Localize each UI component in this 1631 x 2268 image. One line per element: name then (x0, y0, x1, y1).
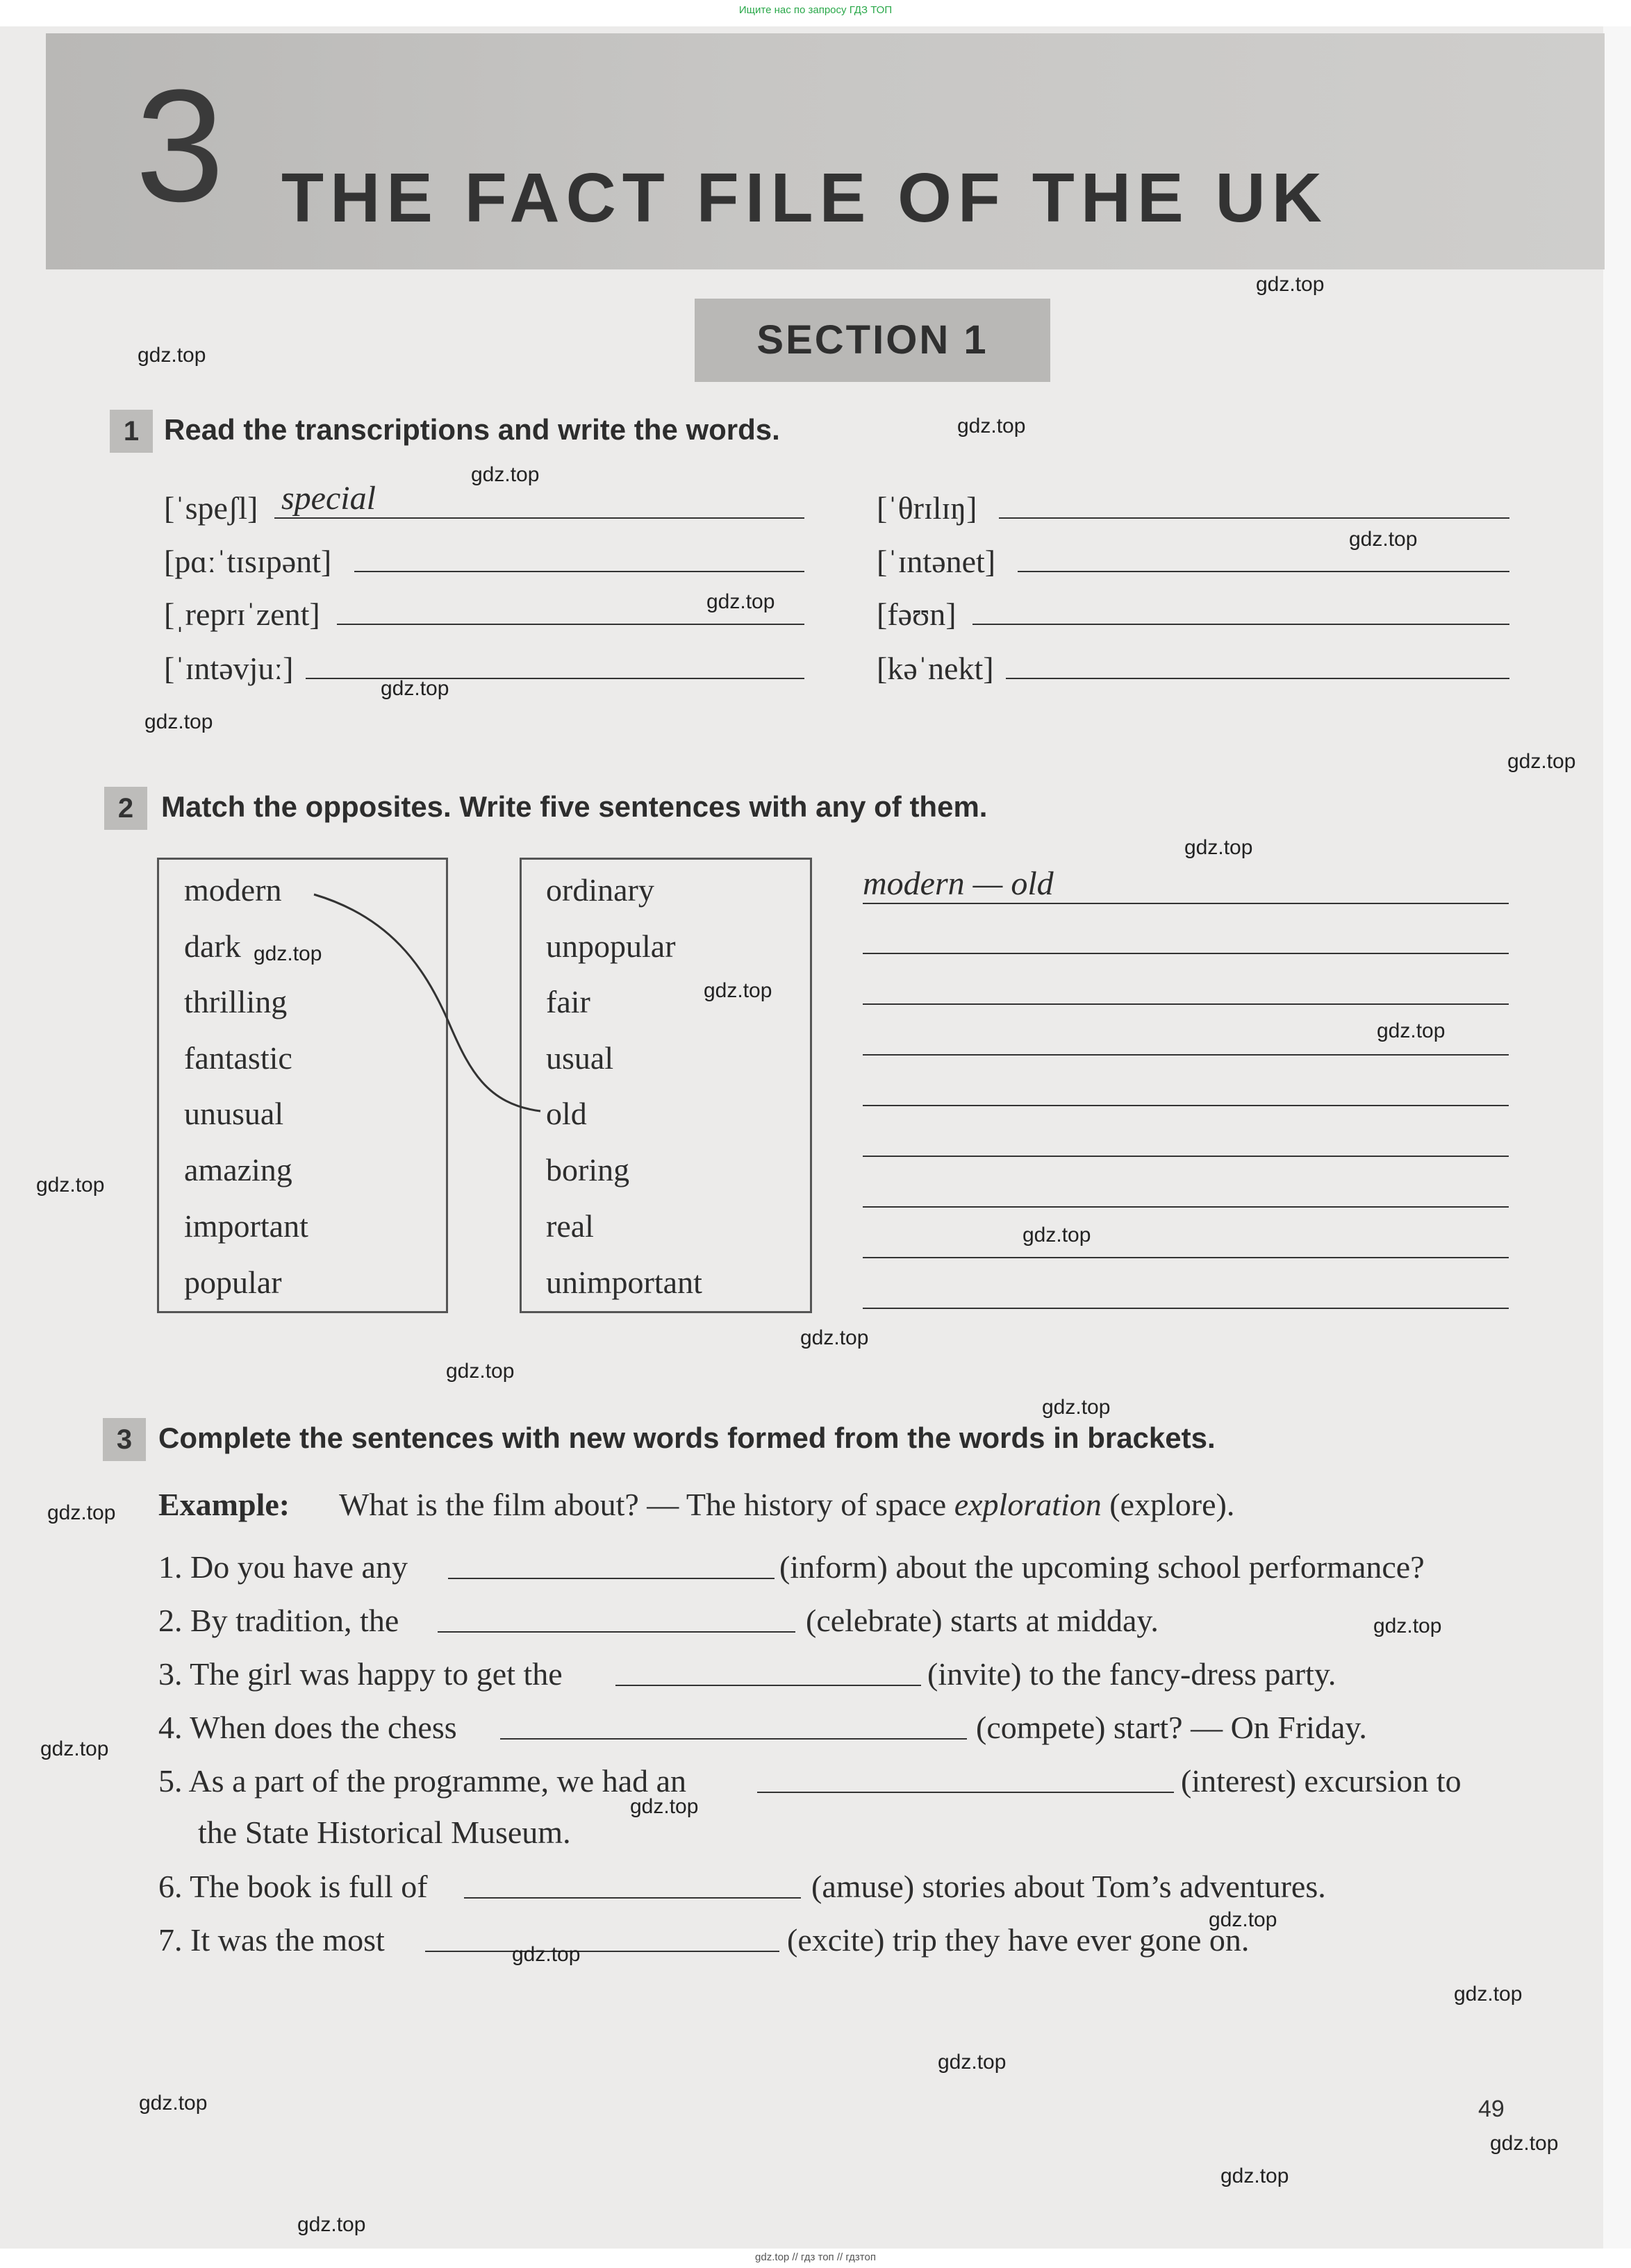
answer-line-5[interactable] (337, 624, 804, 625)
example-text-before: What is the film about? — The history of space (339, 1487, 947, 1522)
transcription-6: [fəʊn] (877, 597, 957, 632)
handwritten-example-pair: modern — old (863, 865, 1054, 902)
sentence-2-end: (celebrate) starts at midday. (806, 1603, 1159, 1638)
answer-line-2[interactable] (999, 517, 1509, 519)
handwritten-answer-1: special (281, 480, 376, 517)
watermark: gdz.top (36, 1174, 105, 1196)
answer-line-1[interactable] (274, 517, 804, 519)
right-word-8: unimportant (546, 1265, 702, 1300)
watermark: gdz.top (381, 677, 449, 700)
watermark: gdz.top (1042, 1396, 1111, 1419)
sentence-3-blank[interactable] (615, 1685, 921, 1686)
watermark: gdz.top (1256, 273, 1325, 296)
left-word-8: popular (184, 1265, 282, 1300)
left-word-5: unusual (184, 1096, 284, 1131)
right-word-3: fair (546, 984, 590, 1019)
left-word-3: thrilling (184, 984, 288, 1019)
exercise-3-number: 3 (103, 1418, 146, 1461)
transcription-8: [kəˈnekt] (877, 651, 994, 686)
sentence-line-9[interactable] (863, 1308, 1509, 1309)
left-word-2: dark (184, 928, 241, 964)
sentence-line-4[interactable] (863, 1054, 1509, 1056)
answer-line-6[interactable] (972, 624, 1509, 625)
chapter-title: THE FACT FILE OF THE UK (281, 159, 1328, 237)
sentence-6-end: (amuse) stories about Tom’s adventures. (811, 1869, 1326, 1904)
example-word: exploration (954, 1487, 1102, 1522)
sentence-6-start: 6. The book is full of (158, 1869, 428, 1904)
sentence-4-end: (compete) start? — On Friday. (976, 1710, 1367, 1745)
sentence-line-3[interactable] (863, 1003, 1509, 1005)
watermark: gdz.top (1373, 1615, 1442, 1637)
example-label: Example: (158, 1487, 290, 1522)
sentence-5-continuation: the State Historical Museum. (198, 1815, 571, 1850)
right-word-6: boring (546, 1152, 630, 1187)
exercise-2-title: Match the opposites. Write five sentences with any of them. (161, 790, 988, 823)
page-edge (1603, 26, 1631, 2249)
watermark: gdz.top (1023, 1224, 1091, 1246)
sentence-7-start: 7. It was the most (158, 1922, 385, 1958)
sentence-4-blank[interactable] (500, 1738, 967, 1740)
sentence-1-blank[interactable] (448, 1578, 775, 1579)
answer-line-8[interactable] (1006, 678, 1509, 679)
watermark: gdz.top (512, 1943, 581, 1966)
sentence-line-1[interactable] (863, 903, 1509, 904)
sentence-6-blank[interactable] (464, 1897, 801, 1899)
exercise-3-title: Complete the sentences with new words formed from the words in brackets. (158, 1421, 1216, 1454)
sentence-3-end: (invite) to the fancy-dress party. (927, 1656, 1336, 1692)
right-word-2: unpopular (546, 928, 676, 964)
example-text-after: (explore). (1109, 1487, 1235, 1522)
sentence-line-8[interactable] (863, 1257, 1509, 1258)
sentence-line-7[interactable] (863, 1206, 1509, 1208)
sentence-3-start: 3. The girl was happy to get the (158, 1656, 563, 1692)
sentence-5-blank[interactable] (757, 1792, 1174, 1793)
sentence-2-blank[interactable] (438, 1631, 795, 1633)
section-label: SECTION 1 (695, 299, 1050, 382)
watermark: gdz.top (800, 1326, 869, 1349)
watermark: gdz.top (706, 590, 775, 613)
sentence-line-6[interactable] (863, 1156, 1509, 1157)
watermark: gdz.top (47, 1501, 116, 1524)
watermark: gdz.top (1349, 528, 1418, 551)
watermark: gdz.top (138, 344, 206, 367)
watermark: gdz.top (139, 2092, 208, 2115)
transcription-3: [pɑːˈtɪsɪpənt] (164, 544, 332, 579)
watermark: gdz.top (1377, 1019, 1446, 1042)
left-word-1: modern (184, 872, 282, 908)
left-word-6: amazing (184, 1152, 292, 1187)
answer-line-4[interactable] (1018, 571, 1509, 572)
watermark: gdz.top (446, 1360, 515, 1383)
bottom-link[interactable]: gdz.top // гдз топ // гдзтоп (755, 2251, 876, 2263)
watermark: gdz.top (1454, 1983, 1523, 2006)
sentence-5-start: 5. As a part of the programme, we had an (158, 1763, 687, 1799)
left-word-7: important (184, 1208, 308, 1244)
watermark: gdz.top (144, 710, 213, 733)
sentence-5-end: (interest) excursion to (1181, 1763, 1462, 1799)
left-word-4: fantastic (184, 1040, 292, 1076)
sentence-1-end: (inform) about the upcoming school performance? (779, 1549, 1425, 1585)
transcription-7: [ˈɪntəvjuː] (164, 651, 294, 686)
exercise-1-number: 1 (110, 410, 153, 453)
watermark: gdz.top (704, 979, 772, 1002)
right-word-7: real (546, 1208, 594, 1244)
example-text (339, 1486, 1234, 1523)
sentence-4-start: 4. When does the chess (158, 1710, 457, 1745)
watermark: gdz.top (297, 2213, 366, 2236)
transcription-5: [ˌreprɪˈzent] (164, 597, 320, 632)
answer-line-3[interactable] (354, 571, 804, 572)
watermark: gdz.top (1490, 2132, 1559, 2155)
sentence-7-blank[interactable] (425, 1951, 779, 1952)
matching-connector (306, 882, 556, 1125)
watermark: gdz.top (957, 415, 1026, 437)
sentence-line-5[interactable] (863, 1105, 1509, 1106)
watermark: gdz.top (630, 1795, 699, 1818)
watermark: gdz.top (1184, 836, 1253, 859)
exercise-2-number: 2 (104, 787, 147, 830)
watermark: gdz.top (1507, 750, 1576, 773)
sentence-7-end: (excite) trip they have ever gone on. (787, 1922, 1250, 1958)
watermark: gdz.top (254, 942, 322, 965)
transcription-2: [ˈθrɪlɪŋ] (877, 490, 977, 526)
right-word-1: ordinary (546, 872, 654, 908)
right-word-5: old (546, 1096, 587, 1131)
exercise-1-title: Read the transcriptions and write the words. (164, 413, 780, 446)
right-words-box (520, 858, 812, 1313)
watermark: gdz.top (40, 1737, 109, 1760)
watermark: gdz.top (1220, 2165, 1289, 2187)
top-link[interactable]: Ищите нас по запросу ГДЗ ТОП (738, 4, 893, 16)
sentence-2-start: 2. By tradition, the (158, 1603, 399, 1638)
watermark: gdz.top (1209, 1908, 1277, 1931)
sentence-line-2[interactable] (863, 953, 1509, 954)
sentence-1-start: 1. Do you have any (158, 1549, 408, 1585)
watermark: gdz.top (938, 2051, 1007, 2074)
watermark: gdz.top (471, 463, 540, 486)
page-number: 49 (1478, 2096, 1505, 2122)
transcription-1: [ˈspeʃl] (164, 490, 258, 526)
chapter-number: 3 (135, 56, 224, 235)
right-word-4: usual (546, 1040, 614, 1076)
transcription-4: [ˈɪntənet] (877, 544, 996, 579)
